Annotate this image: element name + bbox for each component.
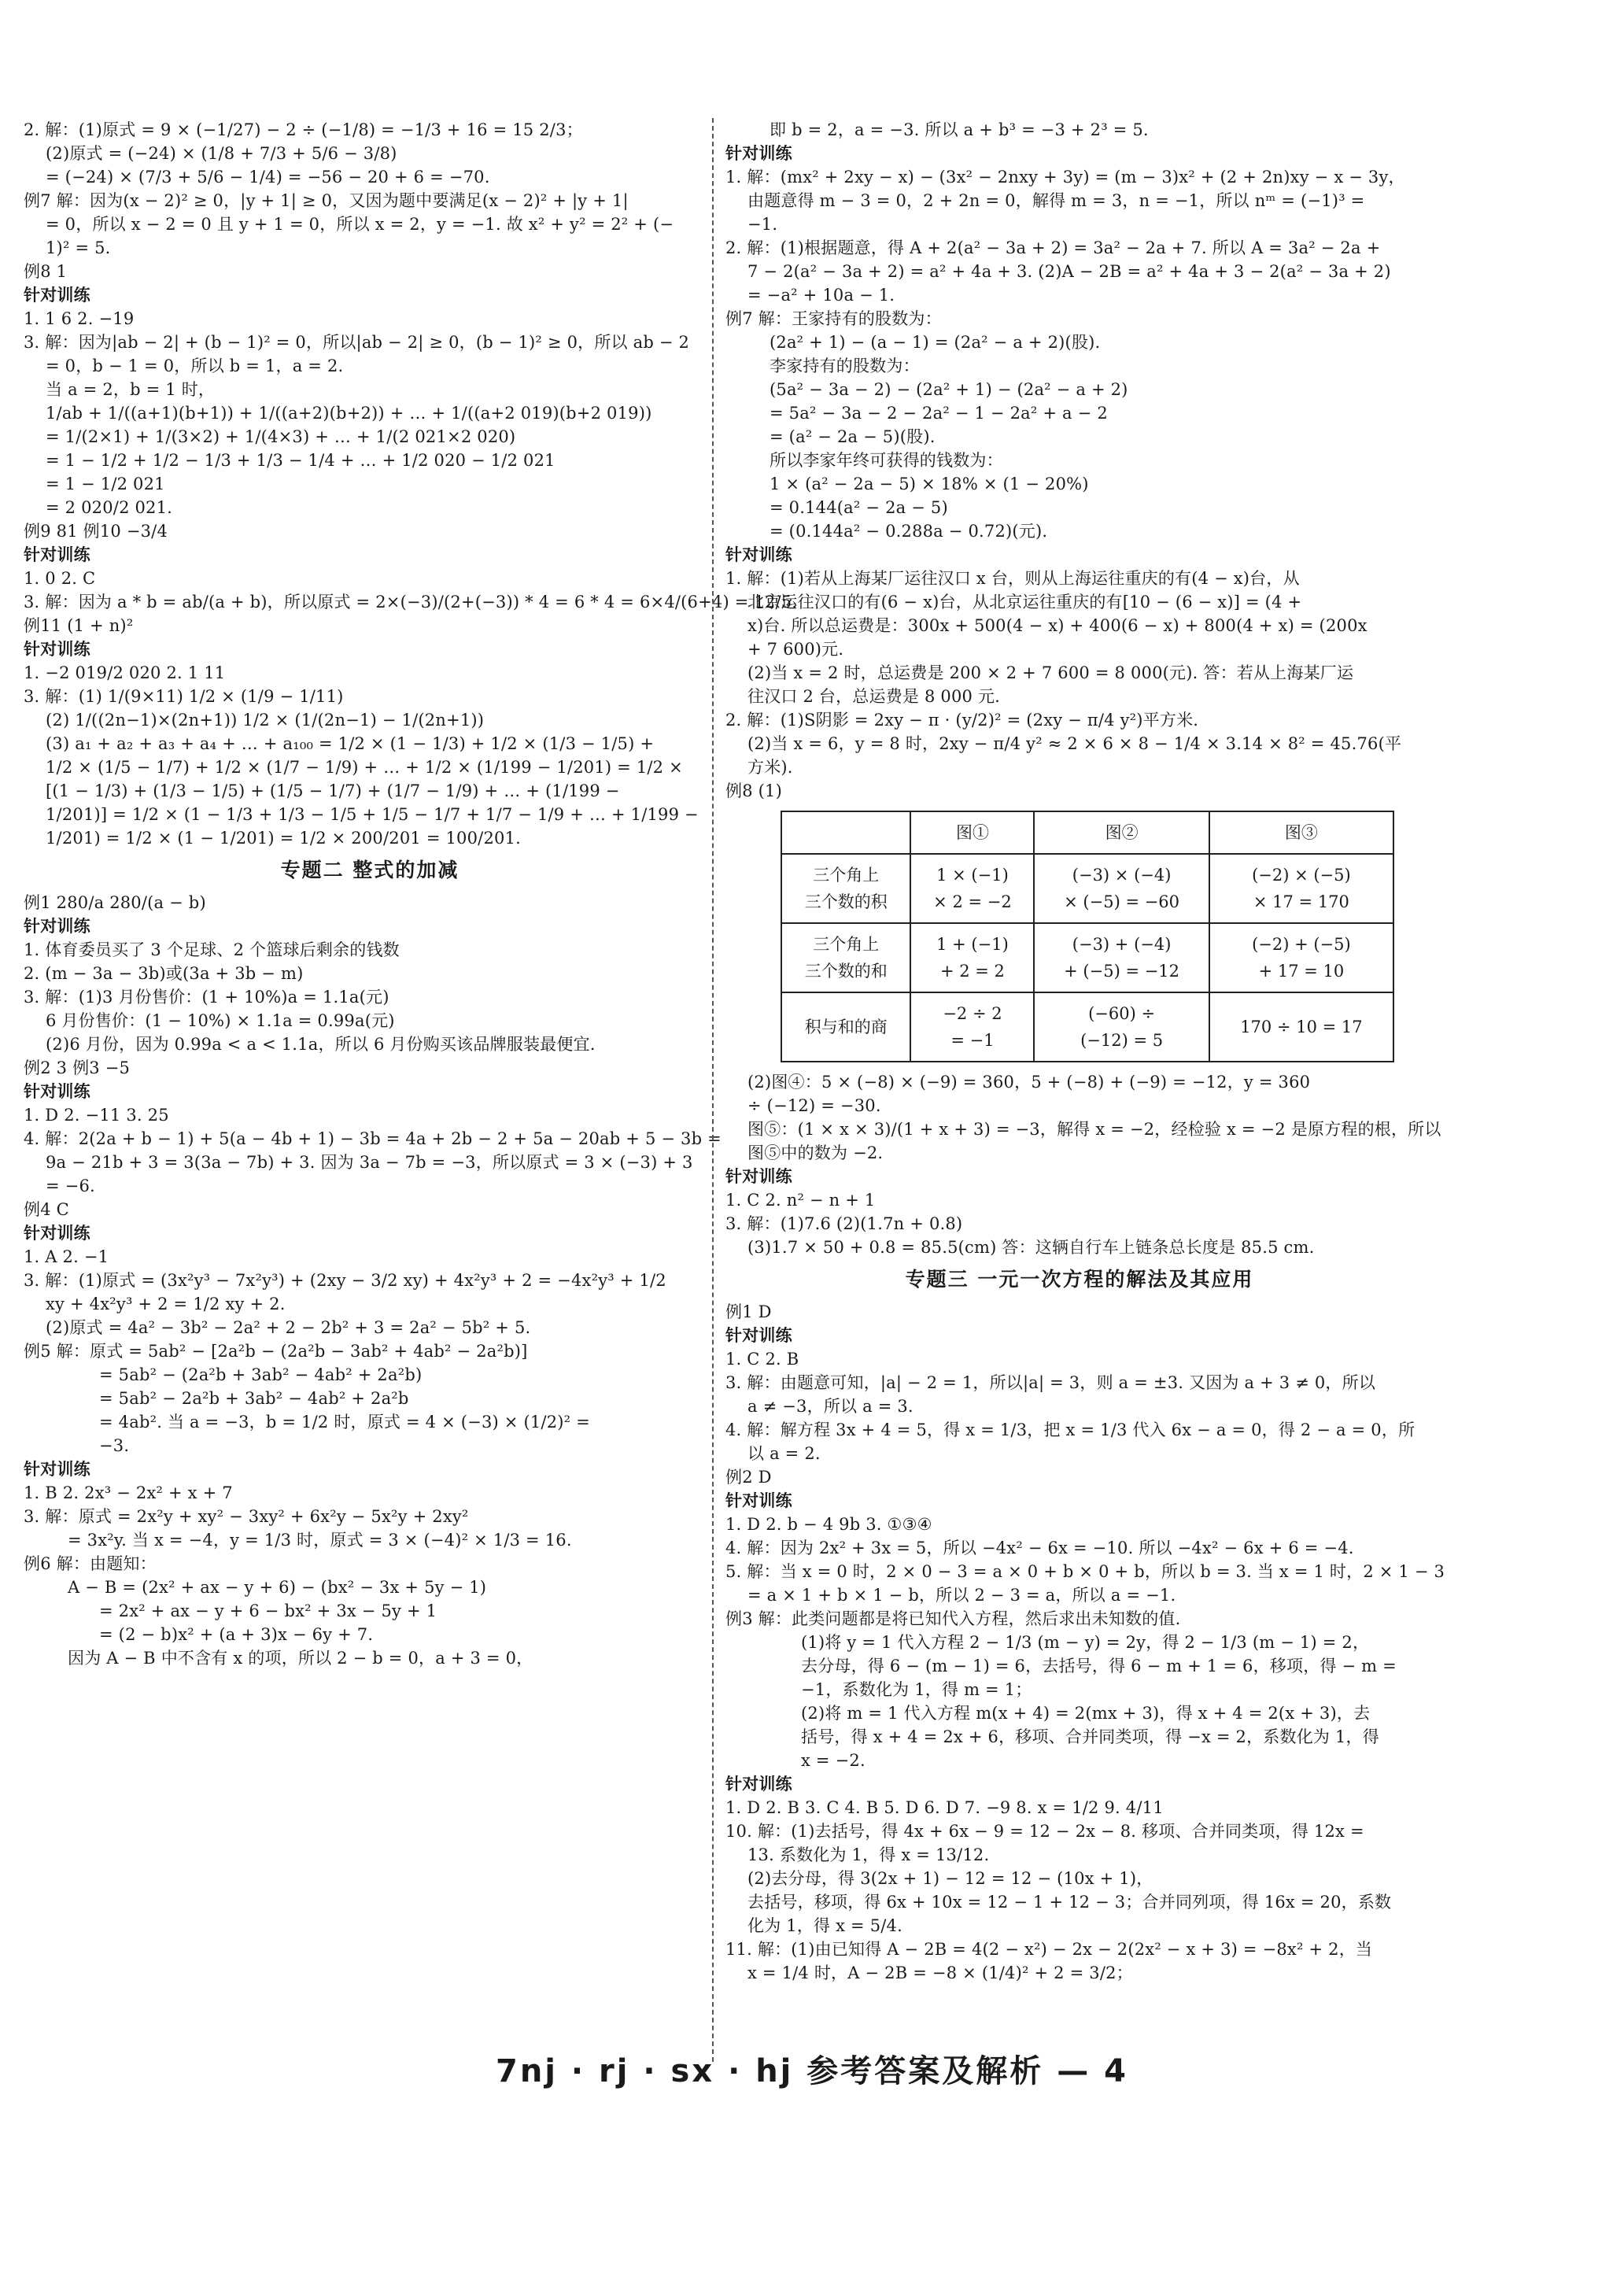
answer-line: 4. 解：解方程 3x + 4 = 5，得 x = 1/3，把 x = 1/3 代入 6x − a = 0，得 2 − a = 0，所 [725, 1420, 1415, 1439]
answer-line: 1. 解：(mx² + 2xy − x) − (3x² − 2nxy + 3y) = (m − 3)x² + (2 + 2n)xy − x − 3y， [725, 168, 1405, 187]
answer-line: (3)1.7 × 50 + 0.8 = 85.5(cm) 答：这辆自行车上链条总长度是 85.5 cm. [747, 1238, 1315, 1257]
answer-line: 3. 解：因为|ab − 2| + (b − 1)² = 0，所以|ab − 2| ≥ 0，(b − 1)² ≥ 0，所以 ab − 2 [24, 333, 690, 352]
answer-line: 所以李家年终可获得的钱数为： [770, 451, 1003, 470]
table-cell: 三个角上 三个数的和 [781, 923, 910, 992]
answer-line: 4. 解：因为 2x² + 3x = 5，所以 −4x² − 6x = −10. 所以 −4x² − 6x + 6 = −4. [725, 1539, 1354, 1557]
answer-line: 3. 解：(1)3 月份售价：(1 + 10%)a = 1.1a(元) [24, 988, 389, 1007]
answer-line: = 1 − 1/2 + 1/2 − 1/3 + 1/3 − 1/4 + … + 1/2 020 − 1/2 021 [46, 451, 555, 470]
answer-line: 13. 系数化为 1，得 x = 13/12. [747, 1845, 990, 1864]
answer-line: 1/201) = 1/2 × (1 − 1/201) = 1/2 × 200/201 = 100/201. [46, 829, 522, 848]
table-header-row [781, 811, 1393, 854]
answer-line: = 0，所以 x − 2 = 0 且 y + 1 = 0，所以 x = 2，y = −1. 故 x² + y² = 2² + (− [46, 215, 674, 234]
answer-line: = 5ab² − (2a²b + 3ab² − 4ab² + 2a²b) [99, 1365, 423, 1384]
answer-line: (3) a₁ + a₂ + a₃ + a₄ + … + a₁₀₀ = 1/2 × (1 − 1/3) + 1/2 × (1/3 − 1/5) + [46, 734, 655, 753]
answer-line: ÷ (−12) = −30. [747, 1096, 881, 1115]
answer-line: (2)将 m = 1 代入方程 m(x + 4) = 2(mx + 3)，得 x + 4 = 2(x + 3)，去 [801, 1704, 1371, 1723]
right-column [725, 118, 1445, 1985]
answer-line: 例8 (1) [725, 781, 782, 800]
answer-line: 去分母，得 6 − (m − 1) = 6，去括号，得 6 − m + 1 = 6，移项，得 − m = [801, 1657, 1397, 1675]
answer-line: = 5ab² − 2a²b + 3ab² − 4ab² + 2a²b [99, 1389, 409, 1408]
answer-line: (1)将 y = 1 代入方程 2 − 1/3 (m − y) = 2y，得 2 − 1/3 (m − 1) = 2， [801, 1633, 1370, 1652]
practice-heading: 针对训练 [725, 545, 792, 564]
practice-heading: 针对训练 [24, 545, 90, 564]
answer-line: = 1 − 1/2 021 [46, 475, 165, 493]
answer-line: 1. A 2. −1 [24, 1247, 109, 1266]
answer-line: 因为 A − B 中不含有 x 的项，所以 2 − b = 0，a + 3 = 0， [68, 1649, 533, 1668]
table-cell: 积与和的商 [781, 992, 910, 1062]
answer-line: + 7 600)元. [747, 640, 844, 659]
answer-line: 1. D 2. b − 4 9b 3. ①③④ [725, 1515, 932, 1534]
answer-line: 去括号，移项，得 6x + 10x = 12 − 1 + 12 − 3；合并同列项，得 16x = 20，系数 [747, 1893, 1392, 1912]
table-cell: (−3) × (−4) × (−5) = −60 [1034, 854, 1209, 923]
answer-line: 例8 1 [24, 262, 68, 281]
answer-line: = a × 1 + b × 1 − b，所以 2 − 3 = a，所以 a = −1. [747, 1586, 1176, 1605]
answer-line: = (a² − 2a − 5)(股). [770, 427, 936, 446]
answer-line: 1. D 2. B 3. C 4. B 5. D 6. D 7. −9 8. x = 1/2 9. 4/11 [725, 1798, 1164, 1817]
table-header-cell: 图③ [1209, 811, 1393, 854]
answer-line: 3. 解：原式 = 2x²y + xy² − 3xy² + 6x²y − 5x²y + 2xy² [24, 1507, 469, 1526]
answer-line: 2. 解：(1)S阴影 = 2xy − π · (y/2)² = (2xy − π/4 y²)平方米. [725, 711, 1199, 730]
answer-line: 图⑤：(1 × x × 3)/(1 + x + 3) = −3，解得 x = −2，经检验 x = −2 是原方程的根，所以 [747, 1120, 1441, 1139]
answer-line: 以 a = 2. [747, 1444, 821, 1463]
answer-line: (2) 1/((2n−1)×(2n+1)) 1/2 × (1/(2n−1) − 1/(2n+1)) [46, 711, 485, 730]
table-cell: 170 ÷ 10 = 17 [1209, 992, 1393, 1062]
answer-line: 11. 解：(1)由已知得 A − 2B = 4(2 − x²) − 2x − 2(2x² − x + 3) = −8x² + 2，当 [725, 1940, 1373, 1959]
answer-line: 1. C 2. n² − n + 1 [725, 1191, 876, 1210]
practice-heading: 针对训练 [24, 640, 90, 659]
answer-line: 1. 1 6 2. −19 [24, 309, 135, 328]
answer-line: 1. D 2. −11 3. 25 [24, 1106, 169, 1125]
column-divider [712, 118, 714, 2062]
table-cell: 三个角上 三个数的积 [781, 854, 910, 923]
answer-line: 3. 解：因为 a * b = ab/(a + b)，所以原式 = 2×(−3)/(2+(−3)) * 4 = 6 * 4 = 6×4/(6+4) = 12/5. [24, 593, 798, 611]
answer-line: x)台. 所以总运费是：300x + 500(4 − x) + 400(6 − x) + 800(4 + x) = (200x [747, 616, 1367, 635]
answer-line: 1/ab + 1/((a+1)(b+1)) + 1/((a+2)(b+2)) + … + 1/((a+2 019)(b+2 019)) [46, 404, 652, 423]
answer-line: 1)² = 5. [46, 238, 111, 257]
answer-line: A − B = (2x² + ax − y + 6) − (bx² − 3x + 5y − 1) [68, 1578, 487, 1597]
answer-line: 例7 解：王家持有的股数为： [725, 309, 942, 328]
table-cell: 1 × (−1) × 2 = −2 [910, 854, 1034, 923]
answer-line: 化为 1，得 x = 5/4. [747, 1916, 902, 1935]
answer-line: (5a² − 3a − 2) − (2a² + 1) − (2a² − a + 2) [770, 380, 1128, 399]
answer-line: 例2 3 例3 −5 [24, 1058, 131, 1077]
practice-heading: 针对训练 [24, 1224, 90, 1243]
right-column-upper [725, 118, 1434, 803]
answer-line: (2)原式 = 4a² − 3b² − 2a² + 2 − 2b² + 3 = 2a² − 5b² + 5. [46, 1318, 531, 1337]
answer-line: 10. 解：(1)去括号，得 4x + 6x − 9 = 12 − 2x − 8. 移项、合并同类项，得 12x = [725, 1822, 1364, 1841]
answer-line: 例6 解：由题知： [24, 1554, 157, 1573]
answer-line: = 0，b − 1 = 0，所以 b = 1，a = 2. [46, 357, 344, 375]
answer-line: x = 1/4 时，A − 2B = −8 × (1/4)² + 2 = 3/2； [747, 1964, 1133, 1982]
answer-line: (2)去分母，得 3(2x + 1) − 12 = 12 − (10x + 1)， [747, 1869, 1153, 1888]
table-cell: (−3) + (−4) + (−5) = −12 [1034, 923, 1209, 992]
table-row [781, 923, 1393, 992]
answer-line: 7 − 2(a² − 3a + 2) = a² + 4a + 3. (2)A − 2B = a² + 4a + 3 − 2(a² − 3a + 2) [747, 262, 1391, 281]
answer-line: (2a² + 1) − (a − 1) = (2a² − a + 2)(股). [770, 333, 1101, 352]
answer-line: 例4 C [24, 1200, 69, 1219]
answer-line: (2)6 月份，因为 0.99a < a < 1.1a，所以 6 月份购买该品牌服装最便宜. [46, 1035, 596, 1054]
practice-heading: 针对训练 [725, 1491, 792, 1510]
answer-line: 3. 解：由题意可知，|a| − 2 = 1，所以|a| = 3，则 a = ±3. 又因为 a + 3 ≠ 0，所以 [725, 1373, 1376, 1392]
answer-line: 3. 解：(1) 1/(9×11) 1/2 × (1/9 − 1/11) [24, 687, 344, 706]
answer-line: [(1 − 1/3) + (1/3 − 1/5) + (1/5 − 1/7) + (1/7 − 1/9) + … + (1/199 − [46, 781, 620, 800]
answer-line: = (−24) × (7/3 + 5/6 − 1/4) = −56 − 20 + 6 = −70. [46, 168, 490, 187]
answer-line: 6 月份售价：(1 − 10%) × 1.1a = 0.99a(元) [46, 1011, 395, 1030]
answer-line: = −a² + 10a − 1. [747, 286, 895, 305]
answer-line: 例7 解：因为(x − 2)² ≥ 0，|y + 1| ≥ 0，又因为题中要满足(x − 2)² + |y + 1| [24, 191, 629, 210]
answer-line: 1/201)] = 1/2 × (1 − 1/3 + 1/3 − 1/5 + 1/5 − 1/7 + 1/7 − 1/9 + … + 1/199 − [46, 805, 699, 824]
section-title: 专题三 一元一次方程的解法及其应用 [905, 1268, 1254, 1291]
answer-line: 例1 D [725, 1302, 772, 1321]
answer-line: 1. 体育委员买了 3 个足球、2 个篮球后剩余的钱数 [24, 940, 400, 959]
page-footer: 7nj · rj · sx · hj 参考答案及解析 — 4 [495, 2053, 1128, 2089]
answer-line: 1/2 × (1/5 − 1/7) + 1/2 × (1/7 − 1/9) + … + 1/2 × (1/199 − 1/201) = 1/2 × [46, 758, 683, 777]
table-cell: (−60) ÷ (−12) = 5 [1034, 992, 1209, 1062]
answer-line: 3. 解：(1)7.6 (2)(1.7n + 0.8) [725, 1214, 963, 1233]
practice-heading: 针对训练 [24, 1082, 90, 1101]
answer-line: 4. 解：2(2a + b − 1) + 5(a − 4b + 1) − 3b = 4a + 2b − 2 + 5a − 20ab + 5 − 3b = [24, 1129, 722, 1148]
answer-line: −1. [747, 215, 778, 234]
answer-line: 括号，得 x + 4 = 2x + 6，移项、合并同类项，得 −x = 2，系数化为 1，得 [801, 1727, 1379, 1746]
answer-line: 例9 81 例10 −3/4 [24, 522, 168, 541]
section-title: 专题二 整式的加减 [280, 859, 460, 881]
answer-line: 图⑤中的数为 −2. [747, 1143, 884, 1162]
answer-line: (2)当 x = 2 时，总运费是 200 × 2 + 7 600 = 8 000(元). 答：若从上海某厂运 [747, 663, 1354, 682]
answer-line: 例1 280/a 280/(a − b) [24, 893, 206, 912]
answer-line: 往汉口 2 台，总运费是 8 000 元. [747, 687, 1001, 706]
answer-line: = −6. [46, 1177, 95, 1195]
practice-heading: 针对训练 [725, 1775, 792, 1794]
table-header-cell: 图② [1034, 811, 1209, 854]
answer-line: (2)原式 = (−24) × (1/8 + 7/3 + 5/6 − 3/8) [46, 144, 397, 163]
answer-line: = (0.144a² − 0.288a − 0.72)(元). [770, 522, 1048, 541]
answer-line: = (2 − b)x² + (a + 3)x − 6y + 7. [99, 1625, 374, 1644]
practice-heading: 针对训练 [725, 1326, 792, 1345]
answer-line: 1. 0 2. C [24, 569, 96, 588]
practice-heading: 针对训练 [24, 286, 90, 305]
answer-line: 即 b = 2，a = −3. 所以 a + b³ = −3 + 2³ = 5. [770, 120, 1149, 139]
answer-line: 3. 解：(1)原式 = (3x²y³ − 7x²y³) + (2xy − 3/2 xy) + 4x²y³ + 2 = −4x²y³ + 1/2 [24, 1271, 666, 1290]
answer-line: −1，系数化为 1，得 m = 1； [801, 1680, 1032, 1699]
answer-line: 例2 D [725, 1468, 772, 1487]
table-cell: 1 + (−1) + 2 = 2 [910, 923, 1034, 992]
table-cell: (−2) + (−5) + 17 = 10 [1209, 923, 1393, 992]
answer-line: 李家持有的股数为： [770, 357, 920, 375]
answer-line: = 0.144(a² − 2a − 5) [770, 498, 948, 517]
answer-line: 1 × (a² − 2a − 5) × 18% × (1 − 20%) [770, 475, 1089, 493]
answer-line: 例5 解：原式 = 5ab² − [2a²b − (2a²b − 3ab² + 4ab² − 2a²b)] [24, 1342, 528, 1361]
practice-heading: 针对训练 [24, 1460, 90, 1479]
answer-line: 1. C 2. B [725, 1350, 799, 1369]
answer-line: 北京运往汉口的有(6 − x)台，从北京运往重庆的有[10 − (6 − x)] = (4 + [747, 593, 1302, 611]
answer-line: = 5a² − 3a − 2 − 2a² − 1 − 2a² + a − 2 [770, 404, 1108, 423]
table-cell: (−2) × (−5) × 17 = 170 [1209, 854, 1393, 923]
answer-line: xy + 4x²y³ + 2 = 1/2 xy + 2. [46, 1295, 286, 1313]
answer-line: 当 a = 2，b = 1 时， [46, 380, 216, 399]
answer-line: = 2 020/2 021. [46, 498, 173, 517]
practice-heading: 针对训练 [725, 144, 792, 163]
answer-line: −3. [99, 1436, 130, 1455]
answer-line: = 4ab². 当 a = −3，b = 1/2 时，原式 = 4 × (−3) × (1/2)² = [99, 1413, 590, 1432]
example8-table [781, 811, 1394, 1062]
answer-line: = 3x²y. 当 x = −4，y = 1/3 时，原式 = 3 × (−4)² × 1/3 = 16. [68, 1531, 572, 1550]
table-row [781, 854, 1393, 923]
answer-line: 例11 (1 + n)² [24, 616, 134, 635]
answer-line: 方米). [747, 758, 793, 777]
answer-line: 1. −2 019/2 020 2. 1 11 [24, 663, 226, 682]
answer-line: 5. 解：当 x = 0 时，2 × 0 − 3 = a × 0 + b × 0 + b，所以 b = 3. 当 x = 1 时，2 × 1 − 3 [725, 1562, 1445, 1581]
answer-line: 2. 解：(1)原式 = 9 × (−1/27) − 2 ÷ (−1/8) = −1/3 + 16 = 15 2/3； [24, 120, 583, 139]
table-cell: −2 ÷ 2 = −1 [910, 992, 1034, 1062]
answer-line: 例3 解：此类问题都是将已知代入方程，然后求出未知数的值. [725, 1609, 1181, 1628]
answer-line: a ≠ −3，所以 a = 3. [747, 1397, 914, 1416]
answer-line: 1. 解：(1)若从上海某厂运往汉口 x 台，则从上海运往重庆的有(4 − x)台，从 [725, 569, 1300, 588]
answer-line: x = −2. [801, 1751, 866, 1770]
practice-heading: 针对训练 [24, 917, 90, 936]
answer-line: (2)当 x = 6，y = 8 时，2xy − π/4 y² ≈ 2 × 6 × 8 − 1/4 × 3.14 × 8² = 45.76(平 [747, 734, 1402, 753]
table-row [781, 992, 1393, 1062]
answer-line: (2)图④：5 × (−8) × (−9) = 360，5 + (−8) + (−9) = −12，y = 360 [747, 1073, 1311, 1092]
answer-line: 2. 解：(1)根据题意，得 A + 2(a² − 3a + 2) = 3a² − 2a + 7. 所以 A = 3a² − 2a + [725, 238, 1381, 257]
table-header-cell: 图① [910, 811, 1034, 854]
answer-line: 1. B 2. 2x³ − 2x² + x + 7 [24, 1483, 233, 1502]
answer-line: = 1/(2×1) + 1/(3×2) + 1/(4×3) + … + 1/(2 021×2 020) [46, 427, 516, 446]
answer-line: 9a − 21b + 3 = 3(3a − 7b) + 3. 因为 3a − 7b = −3，所以原式 = 3 × (−3) + 3 [46, 1153, 693, 1172]
answer-line: 由题意得 m − 3 = 0，2 + 2n = 0，解得 m = 3，n = −1，所以 nᵐ = (−1)³ = [747, 191, 1365, 210]
right-column-lower [725, 1070, 1445, 1985]
answer-line: 2. (m − 3a − 3b)或(3a + 3b − m) [24, 964, 304, 983]
practice-heading: 针对训练 [725, 1167, 792, 1186]
answer-line: = 2x² + ax − y + 6 − bx² + 3x − 5y + 1 [99, 1601, 437, 1620]
table-header-cell [781, 811, 910, 854]
